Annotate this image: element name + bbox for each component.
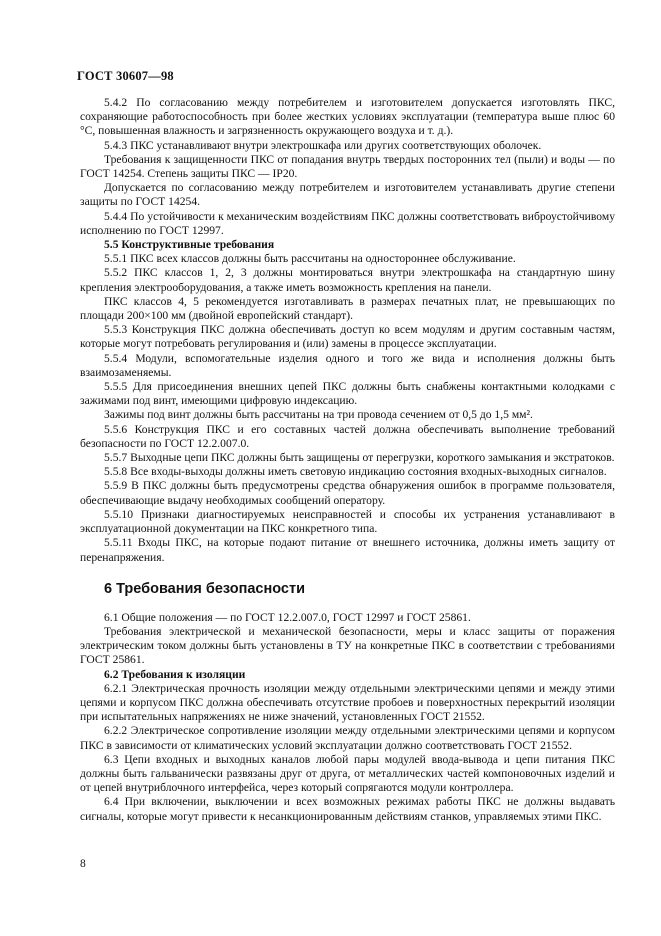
paragraph-5-5-4: 5.5.4 Модули, вспомогательные изделия одного и того же вида и исполнения должны быть взаимозаменяемы. [80, 351, 615, 379]
paragraph-6-1: 6.1 Общие положения — по ГОСТ 12.2.007.0, ГОСТ 12997 и ГОСТ 25861. [104, 610, 471, 624]
paragraph-6-2-2: 6.2.2 Электрическое сопротивление изоляции между отдельными электрическими цепями и корпусом ПКС в зависимости от климатических условий эксплуатации должно соответствовать ГОСТ 21552. [80, 724, 615, 752]
paragraph-screw-clamps: Зажимы под винт должны быть рассчитаны на три провода сечением от 0,5 до 1,5 мм². [104, 408, 533, 422]
paragraph-other-protection: Допускается по согласованию между потребителем и изготовителем устанавливать другие степени защиты по ГОСТ 14254. [80, 181, 615, 209]
paragraph-5-4-2: 5.4.2 По согласованию между потребителем и изготовителем допускается изготовлять ПКС, сохраняющие работоспособность при более жестких условиях эксплуатации (температура выше плюс 60 °С, повышенная влажность и загрязненность окружающего воздуха и т. д.). [80, 96, 615, 138]
paragraph-5-5-9: 5.5.9 В ПКС должны быть предусмотрены средства обнаружения ошибок в программе пользователя, обеспечивающие выдачу необходимых сообщений оператору. [80, 479, 615, 507]
paragraph-5-5-7: 5.5.7 Выходные цепи ПКС должны быть защищены от перегрузки, короткого замыкания и экстратоков. [104, 451, 615, 465]
paragraph-5-4-3: 5.4.3 ПКС устанавливают внутри электрошкафа или других соответствующих оболочек. [104, 138, 542, 152]
page-number: 8 [80, 858, 86, 870]
paragraph-5-5-11: 5.5.11 Входы ПКС, на которые подают питание от внешнего источника, должны иметь защиту от перенапряжения. [80, 536, 615, 564]
section-heading-6: 6 Требования безопасности [104, 580, 306, 597]
paragraph-safety-requirements: Требования электрической и механической безопасности, меры и класс защиты от поражения электрическим током должны быть установлены в ТУ на конкретные ПКС в соответствии с требованиями ГОСТ 25861. [80, 624, 615, 667]
paragraph-6-2-1: 6.2.1 Электрическая прочность изоляции между отдельными электрическими цепями и между этими цепями и корпусом ПКС должна обеспечивать отсутствие пробоев и поверхностных перекрытий изоляции при испытательных напряжениях не ниже значений, установленных ГОСТ 21552. [80, 681, 615, 724]
paragraph-5-5-1: 5.5.1 ПКС всех классов должны быть рассчитаны на одностороннее обслуживание. [104, 252, 516, 266]
paragraph-5-4-4: 5.4.4 По устойчивости к механическим воздействиям ПКС должны соответствовать виброустойчивому исполнению по ГОСТ 12997. [80, 209, 615, 237]
paragraph-5-5-5: 5.5.5 Для присоединения внешних цепей ПКС должны быть снабжены контактными колодками с зажимами под винт, имеющими цифровую индексацию. [80, 380, 615, 408]
paragraph-classes-4-5: ПКС классов 4, 5 рекомендуется изготавливать в размерах печатных плат, не превышающих по площади 200×100 мм (двойной европейский стандарт). [80, 294, 615, 323]
paragraph-6-3: 6.3 Цепи входных и выходных каналов любой пары модулей ввода-вывода и цепи питания ПКС должны быть гальванически развязаны друг от друга, от металлических частей компоновочных изделий и от цепей внутриблочного интерфейса, через который сопрягаются модули контроллера. [80, 752, 615, 795]
document-body [80, 96, 615, 824]
paragraph-5-5-2: 5.5.2 ПКС классов 1, 2, 3 должны монтироваться внутри электрошкафа на стандартную шину крепления электрооборудования, а также иметь возможность крепления на панели. [80, 266, 615, 294]
paragraph-5-5-6: 5.5.6 Конструкция ПКС и его составных частей должна обеспечивать выполнение требований безопасности по ГОСТ 12.2.007.0. [80, 422, 615, 450]
subsection-heading-6-2: 6.2 Требования к изоляции [104, 667, 246, 681]
paragraph-5-5-8: 5.5.8 Все входы-выходы должны иметь световую индикацию состояния входных-выходных сигналов. [104, 465, 607, 479]
paragraph-6-4: 6.4 При включении, выключении и всех возможных режимах работы ПКС не должны выдавать сигналы, которые могут привести к несанкционированным действиям станков, управляемых этими ПКС. [80, 795, 615, 823]
paragraph-5-5-3: 5.5.3 Конструкция ПКС должна обеспечивать доступ ко всем модулям и другим составным частям, которые могут потребовать регулирования и (или) замены в процессе эксплуатации. [80, 323, 615, 351]
paragraph-protection-requirements: Требования к защищенности ПКС от попадания внутрь твердых посторонних тел (пыли) и воды — по ГОСТ 14254. Степень защиты ПКС — IP20. [80, 152, 615, 181]
document-header: ГОСТ 30607—98 [77, 69, 174, 83]
subsection-heading-5-5: 5.5 Конструктивные требования [104, 238, 275, 252]
paragraph-5-5-10: 5.5.10 Признаки диагностируемых неисправностей и способы их устранения устанавливают в эксплуатационной документации на ПКС конкретного типа. [80, 507, 615, 536]
